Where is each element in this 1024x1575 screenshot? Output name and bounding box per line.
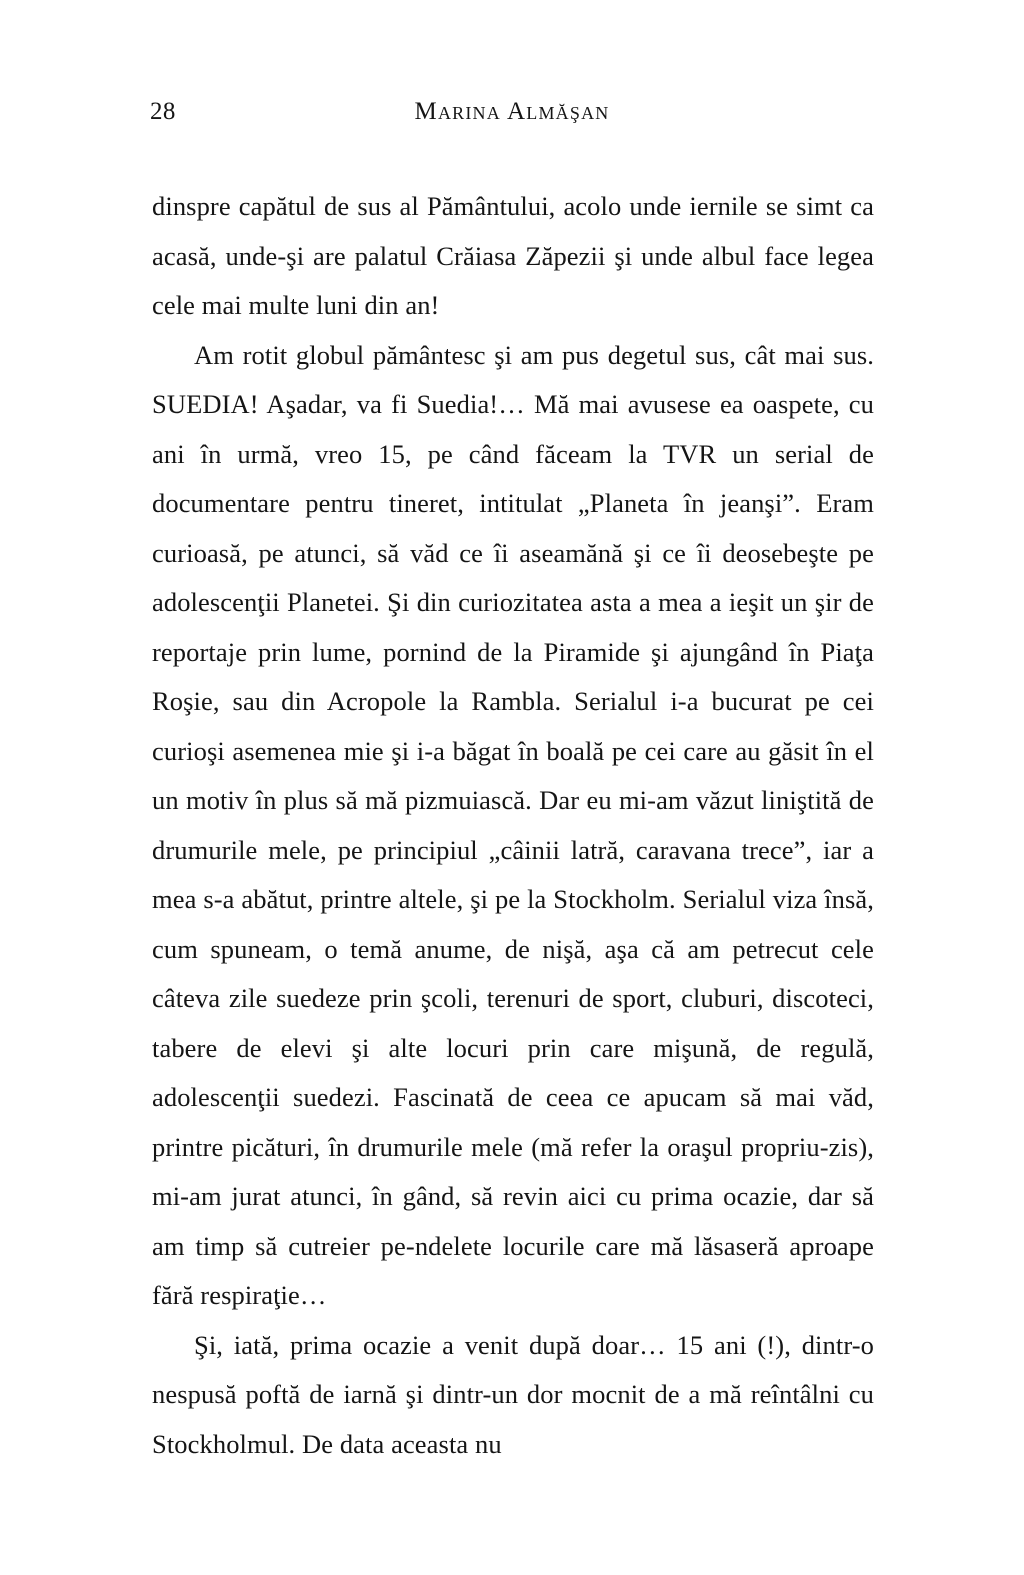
page-body [152,182,874,1469]
paragraph: Şi, iată, prima ocazie a venit după doar… 15 ani (!), dintr-o nespusă poftă de iarnă şi dintr-un dor mocnit de a mă reîntâlni cu Stockholmul. De data aceasta nu [152,1329,874,1459]
page-number: 28 [150,98,176,125]
paragraph: Am rotit globul pământesc şi am pus degetul sus, cât mai sus. SUEDIA! Aşadar, va fi Suedia!… Mă mai avusese ea oaspete, cu ani în urmă, vreo 15, pe când făceam la TVR un serial de documentare pentru tineret, intitulat „Planeta în jeanşi”. Eram curioasă, pe atunci, să văd ce îi aseamănă şi ce îi deosebeşte pe adolescenţii Planetei. Şi din curiozitatea asta a mea a ieşit un şir de reportaje prin lume, pornind de la Piramide şi ajungând în Piaţa Roşie, sau din Acropole la Rambla. Serialul i-a bucurat pe cei curioşi asemenea mie şi i-a băgat în boală pe cei care au găsit în el un motiv în plus să mă pizmuiască. Dar eu mi-am văzut liniştită de drumurile mele, pe principiul „câinii latră, caravana trece”, iar a mea s-a abătut, printre altele, şi pe la Stockholm. Serialul viza însă, cum spuneam, o temă anume, de nişă, aşa că am petrecut cele câteva zile suedeze prin şcoli, terenuri de sport, cluburi, discoteci, tabere de elevi şi alte locuri prin care mişună, de regulă, adolescenţii suedezi. Fascinată de ceea ce apucam să mai văd, printre picături, în drumurile mele (mă refer la oraşul propriu-zis), mi-am jurat atunci, în gând, să revin aici cu prima ocazie, dar să am timp să cutreier pe-ndelete locurile care mă lăsaseră aproape fără respiraţie… [152,339,874,1310]
paragraph: dinspre capătul de sus al Pământului, acolo unde iernile se simt ca acasă, unde-şi are palatul Crăiasa Zăpezii şi unde albul face legea cele mai multe luni din an! [152,191,874,320]
page-header [150,95,874,129]
running-title: Marina Almăşan [414,98,610,125]
